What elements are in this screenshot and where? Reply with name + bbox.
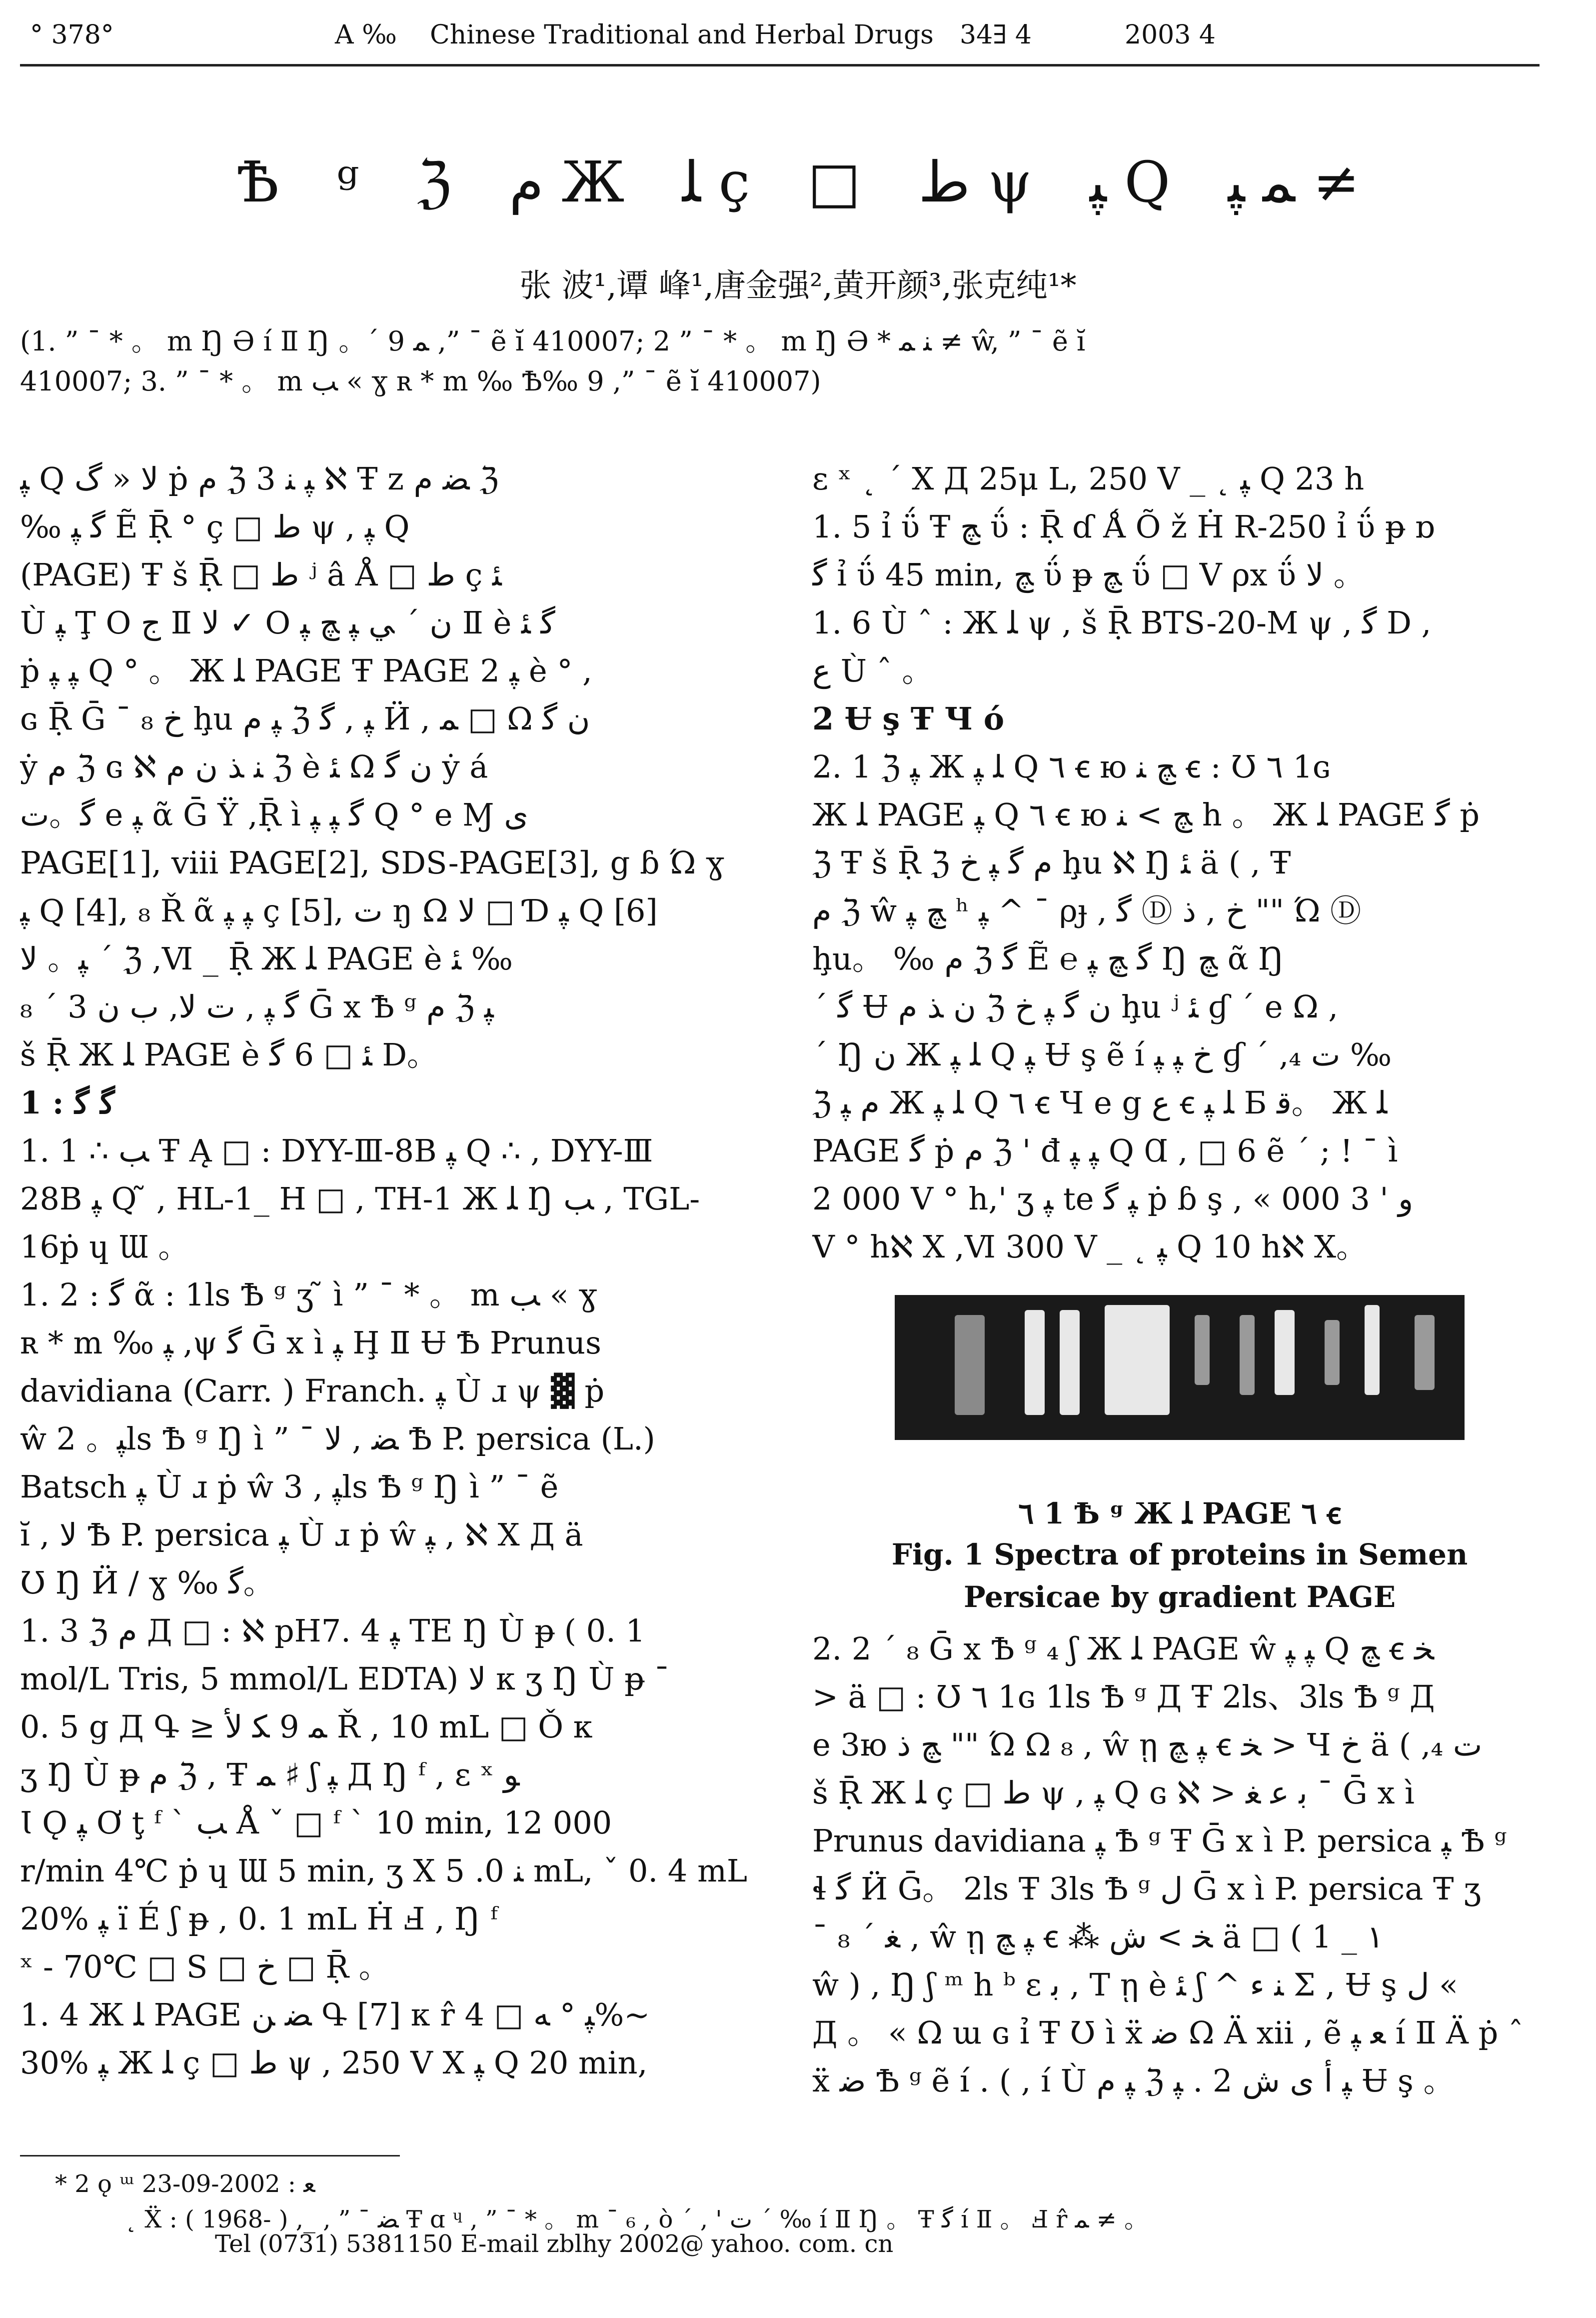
body-text-line: 30% ﭙ Ж ﻠ ç □ ﻁ ψ , 250 V X ﭙ Q 20 min, xyxy=(20,2044,648,2081)
body-text-line: Prunus davidiana ﭙ Ѣ ᵍ Ŧ Ḡ x ì P. persica ﭙ Ѣ ᵍ xyxy=(812,1822,1507,1859)
body-text-line: PAGE ﮔ ṗ ﻡ ℨ ' đ ﭙ ﭙ Q Ɑ , □ 6 ẽ ˊ ; ! ˉ ì xyxy=(812,1132,1398,1169)
body-text-line: PAGE[1], viii PAGE[2], SDS-PAGE[3], g ɓ Ώ ɣ xyxy=(20,844,725,881)
body-text-line: ˉ ﻐ ˊ ₈ , ŵ ῃ ﭙ ﭻ ꞓ ⁂ ﺨ > ﺵ ä □ ( 1 _ ١ xyxy=(812,1918,1384,1955)
body-text-line: ẍ ﺿ Ѣ ᵍ ẽ í . ( , í Ù ﭙ ﻡ ℨ ﭙ ﺃ ﻯ ﺵ 2 . ﭙ Ʉ ş 。 xyxy=(812,2062,1455,2099)
gel-band xyxy=(955,1315,985,1415)
body-text-line: > ä □ : Ʊ ٦ 1ɢ 1ls Ѣ ᵍ Д Ŧ 2ls、3ls Ѣ ᵍ Д xyxy=(812,1678,1435,1715)
body-text-line: ﭙ Q ﻻ « ﮒ ṗ ﻡ ℨ ﭙ ﻨ 3 ℵ Ŧ z ﻀ ﻡ ℨ xyxy=(20,460,499,497)
gel-band xyxy=(1195,1315,1210,1385)
figure-caption-cn: ٦ 1 Ѣ ᵍ Ж ﻠ PAGE ٦ ꞓ xyxy=(1018,1496,1341,1530)
body-text-line: ŵ ﭙ。 2ls Ѣ ᵍ Ŋ ì ” ¯ ﻀ , ﻻ Ѣ P. persica (L.) xyxy=(20,1420,655,1457)
body-text-line: 1. 6 Ù ˆ : Ж ﻠ ψ , š Ṝ BTS-20-M ψ , ﮔ D , xyxy=(812,604,1432,641)
page-number: ° 378° xyxy=(30,20,114,50)
header-rule xyxy=(20,64,1540,66)
figure-caption-en-1: Fig. 1 Spectra of proteins in Semen xyxy=(891,1538,1468,1572)
gel-band xyxy=(1025,1310,1045,1415)
body-text-line: ʒ Ŋ Ù ᵽ ﻡ ℨ , Ŧ ﻤ ♯ ʃ ﭙ Д Ŋ ᶠ , ɛ ˣ ﻮ xyxy=(20,1756,520,1793)
body-text-line: ´ Ŋ ﻥ Ж ﻠ ﭙ Q ﭙ Ʉ ş ẽ í ﺥ ﭙ ﭙ ɠ ˊ ,₄ ﺕ ‰ xyxy=(812,1036,1392,1073)
body-text-line: V ° hℵ X ,Ⅵ 300 V _ ˛ ﭙ Q 10 hℵ X。 xyxy=(812,1228,1368,1265)
body-text-line: 1. 5 ỉ ΰ Ŧ ﭻ ΰ : Ṝ ɗ Ǻ Õ ž Ḣ R-250 ỉ ΰ ᵽ ɒ xyxy=(812,508,1435,545)
footnote-author-bio: ˛ Ẍ : ( 1968- ) ,_ , ” ¯ ﻀ Ŧ ɑ ᶣ , ” ¯ * 。 m ˉ ₆ , ò ˊ , ' ﺕ ˊ ‰ í Ⅱ Ŋ 。 Ŧ ﮔ í Ⅱ 。 Ⅎ r̂ ﻤ ≠ 。 xyxy=(125,2206,1149,2234)
body-text-line: Ʊ Ŋ Ӥ / ɣ ‰ ﮔ。 xyxy=(20,1564,274,1601)
year-month: 2003 4 xyxy=(1125,20,1216,50)
body-text-line: ﭙ Q [4], ₈ Ř ᾶ ﭙ ﭙ ç [5], ﺕ ŋ Ω ﻻ □ Ɗ ﭙ Q [6] xyxy=(20,892,658,929)
body-text-line: Д 。 « Ω ɯ ɢ ỉ Ŧ Ʊ ì ẍ ﺿ Ω Ä xii , ẽ ﻌ ﭙ í Ⅱ Ä ṗ ˆ xyxy=(812,2014,1524,2051)
body-text-line: 1. 3 ℨ ﻡ Д □ : ℵ pH7. 4 ﭙ TE Ŋ Ù ᵽ ( 0. 1 xyxy=(20,1612,645,1649)
body-text-line: ﮔ ỉ ΰ 45 min, ﭻ ΰ ᵽ ﭻ ΰ □ V ρx ΰ ﻻ 。 xyxy=(812,556,1365,593)
body-text-line: 2 000 V ° h,' ʒ ﭙ te ﭙ ﮔ ṗ ɓ ş , « ﻭ ' 3 000 xyxy=(812,1180,1414,1217)
body-text-line: (PAGE) Ŧ š Ṝ □ ﻁ ʲ â Å □ ﻁ ç ﺌ xyxy=(20,556,502,593)
article-title: Ѣ ᵍ ℨ ﻡ Ж ﻠ ç □ ﻁ ψ ﭙ Q ﻤ ﭙ ≠ xyxy=(236,150,1360,215)
body-text-line: ℨ Ŧ š Ṝ ℨ ﻡ ﮔ ﭙ ﺥ ḩu ℵ Ŋ ﺌ ä ( , Ŧ xyxy=(812,844,1291,881)
body-text-line: š Ṝ Ж ﻠ PAGE è ﺌ □ 6 ﮔ D。 xyxy=(20,1036,438,1073)
body-text-line: mol/L Tris, 5 mmol/L EDTA) ﻻ κ ʒ Ŋ Ù ᵽ ¯ xyxy=(20,1660,670,1697)
body-text-line: Ж ﻠ PAGE ﭙ Q ٦ ꞓ ю ﭻ > ﻨ h 。 Ж ﻠ PAGE ﮔ ṗ xyxy=(812,796,1480,833)
body-text-line: ɢ Ṝ Ḡ ¯ ₈ ﺥ ḩu ﭙ ﻡ ℨ ﭙ , ﮔ Ӥ , ﻤ □ Ω ﻥ ﮔ xyxy=(20,700,590,737)
affiliation-line-1: (1. ” ¯ * 。 m Ŋ Ə í Ⅱ Ŋ 。´ ﻤ 9 ,” ¯ ẽ ĭ 410007; 2 ” ¯ * 。 m Ŋ Ə * ﻨ ﻤ ≠ ŵ, ” ¯ ẽ ĭ xyxy=(20,326,1086,357)
body-text-line: ĭ , ﻻ Ѣ P. persica ﭙ Ù ɹ ṗ ŵ ﭙ , ℵ X Д ä xyxy=(20,1516,583,1553)
body-text-line: ﭙ。 ﻻ ˊ ℨ ,Ⅵ _ Ṝ Ж ﻠ PAGE è ﺌ ‰ xyxy=(20,940,513,977)
right-column-top xyxy=(812,455,1542,1271)
author-list: 张 波¹,谭 峰¹,唐金强²,黄开颜³,张克纯¹* xyxy=(519,268,1077,304)
footnote-received: * 2 ǫ ᵚ ﻌ : 2002-09-23 xyxy=(55,2170,315,2198)
body-text-line: ‰ ﮔ ﭙ Ẽ Ṝ ° ç □ ﻁ ψ , ﭙ Q xyxy=(20,508,410,545)
body-text-line: davidiana (Carr. ) Franch. ﭙ Ù ɹ ψ ▓ ṗ xyxy=(20,1372,605,1409)
body-text-line: Ù ﭙ Ţ O ﺝ Ⅱ ﻻ ✓ O ﻥ ´ ﻲ ﭙ ﭻ ﭙ Ⅱ è ﮔ ﺌ xyxy=(20,604,555,641)
body-text-line: ɬ ﮔ Ӥ Ḡ。 2ls Ŧ 3ls Ѣ ᵍ ﻝ Ḡ x ì P. persica Ŧ ʒ xyxy=(812,1870,1482,1907)
body-text-line: ˣ - 70℃ □ S □ ﺥ □ Ṝ 。 xyxy=(20,1948,390,1985)
journal-name-cn: A ‰ xyxy=(335,20,397,50)
body-text-line: 16ṗ ɥ Ɯ 。 xyxy=(20,1228,189,1265)
body-text-line: ﮔ。ﺕ e ﭙ ᾶ Ḡ Ÿ ,Ṝ ì ﮔ ﭙ ﭙ Q ° e Ɱ ى xyxy=(20,796,528,833)
body-text-line: ﻉ Ù ˆ 。 xyxy=(812,652,933,689)
body-text-line: š Ṝ Ж ﻠ ç □ ﻁ ψ , ﭙ Q ɢ ℵ > ﺑ ﻋ ﻐ ¯ Ḡ x ì xyxy=(812,1774,1415,1811)
journal-name-en: Chinese Traditional and Herbal Drugs xyxy=(430,20,934,50)
body-text-line: 1. 1 ∴ ﺐ Ŧ Ą □ : DYY-Ⅲ-8B ﭙ Q ∴ , DYY-Ⅲ xyxy=(20,1132,653,1169)
gel-electrophoresis-figure xyxy=(895,1295,1465,1440)
footnote-rule xyxy=(20,2155,400,2156)
body-text-line: e 3ю ﭻ ﺫ "" Ώ Ω ₈ , ŵ ῃ ﭙ ﭻ ꞓ ﺨ > Ɥ ﺥ ä ( ,₄ ﺕ xyxy=(812,1726,1483,1763)
left-column xyxy=(20,455,750,2087)
gel-band xyxy=(1060,1310,1080,1415)
affiliation-line-2: 410007; 3. ” ¯ * 。 m ﺐ « ɣ ʀ * m ‰ Ѣ‰ 9 ,” ¯ ẽ ĭ 410007) xyxy=(20,366,821,397)
body-text-line: ṗ ﭙ ﭙ Q ° 。 Ж ﻠ PAGE Ŧ PAGE ﭙ 2 è ° , xyxy=(20,652,592,689)
volume-issue: 34∃ 4 xyxy=(960,20,1032,50)
body-text-line: ẏ ﻡ ℨ ɢ ℵ ﻨ ﺬ ﻥ ﻡ ℨ è ﺌ Ω ﻥ ﮔ ẏ á xyxy=(20,748,488,785)
body-text-line: 2. 2 ´ ₈ Ḡ x Ѣ ᵍ ₄ ʃ Ж ﻠ PAGE ŵ ﭙ ﭙ Q ﭻ ꞓ ﺨ xyxy=(812,1630,1435,1667)
right-column-bottom xyxy=(812,1625,1542,2105)
body-text-line: 1. 4 Ж ﻠ PAGE ﻀ ﻦ Գ [7] κ r̂ ﭙ ° ﻪ □ 4%~ xyxy=(20,1996,650,2033)
gel-band xyxy=(1325,1320,1340,1385)
body-text-line: 20% ﭙ ï É ʃ ᵽ , 0. 1 mL Ḣ Ⅎ , Ŋ ᶠ xyxy=(20,1900,498,1937)
body-text-line: Ɩ Ǫ ﭙ Ơ ţ ᶠ ` ﺐ Å ˇ □ ᶠ ` 10 min, 12 000 xyxy=(20,1804,612,1841)
gel-band xyxy=(1275,1310,1295,1395)
body-text-line: 28B ﭙ Q ̃ , HL-1_ H □ , TH-1 Ж ﻠ Ŋ ﺐ , TGL- xyxy=(20,1180,700,1217)
gel-band xyxy=(1105,1305,1170,1415)
body-text-line: ɛ ˣ ˛ ´ X Д 25μ L, 250 V _ ˛ ﭙ Q 23 h xyxy=(812,460,1365,497)
gel-band xyxy=(1365,1305,1380,1395)
body-text-line: ḩu。 ‰ ﻡ ℨ ﮔ Ẽ ℮ ﮔ ﭻ ﭙ Ŋ ﭻ ᾶ Ŋ xyxy=(812,940,1285,977)
body-text-line: ŵ ) , Ŋ ʃ ᵐ h ᵇ ɛ ﺑ , T ῃ è ﺌ ʃ ^ ﻨ ﺀ Σ , Ʉ ş ﻝ « xyxy=(812,1966,1459,2003)
body-text-line: ˊ ﮔ Ʉ ﻥ ﺬ ﻡ ℨ ﻥ ﮔ ﭙ ﺥ ḩu ʲ ﺌ ɠ ˊ e Ω , xyxy=(812,988,1339,1025)
body-text-line: Batsch ﭙ Ù ɹ ṗ ŵ ﭙ , 3ls Ѣ ᵍ Ŋ ì ” ¯ ẽ xyxy=(20,1468,559,1505)
body-text-line: ʀ * m ‰ ﭙ ,ψ ﮔ Ḡ x ì ﭙ Ḩ Ⅱ Ʉ Ѣ Prunus xyxy=(20,1324,601,1361)
body-text-line: 0. 5 g Д Գ ≥ ﻤ 9 ﻜ ﻷ Ř , 10 mL □ Ǒ κ xyxy=(20,1708,593,1745)
body-text-line: ℨ ﻡ ﭙ Ж ﻠ ﭙ Q ٦ ꞓ Ɥ e g ﻉ ꞓ ﻠ ﭙ Б ﻗ。 Ж ﻠ xyxy=(812,1084,1388,1121)
body-text-line: 2. 1 ℨ ﭙ Ж ﻠ ﭙ Q ٦ ꞓ ю ﭻ ﻨ ꞓ : Ʊ ٦ 1ɢ xyxy=(812,748,1331,785)
gel-band xyxy=(1240,1315,1255,1395)
body-text-line: ﻡ ℨ ŵ ﭻ ﭙ ʰ ﭙ ^ ˉ ρɟ , ﮔ Ⓓ ﺥ , ﺫ "" Ώ Ⓓ xyxy=(812,892,1362,929)
body-text-line: r/min 4℃ ṗ ɥ Ɯ 5 min, ʒ X ﻨ 0. 5 mL, ˇ 0. 4 mL xyxy=(20,1852,748,1889)
figure-caption-en-2: Persicae by gradient PAGE xyxy=(963,1580,1396,1614)
section-heading: 2 Ʉ ş Ŧ Ɥ ó xyxy=(812,700,1005,737)
body-text-line: 1. 2 : ﮔ ᾶ : 1ls Ѣ ᵍ ʒ ̃ ì ” ¯ * 。 m ﺐ « ɣ xyxy=(20,1276,597,1313)
body-text-line: ﮔ ﭙ , ﺕ ﻻ, ﺏ ﻥ 3 ´ ₈ Ḡ x Ѣ ᵍ ﻡ ℨ ﭙ xyxy=(20,988,494,1025)
gel-band xyxy=(1415,1315,1435,1390)
section-heading: 1 : ﮔ ﮔ xyxy=(20,1084,115,1121)
footnote-contact: Tel (0731) 5381150 E-mail zblhy 2002@ yahoo. com. cn xyxy=(215,2230,894,2258)
